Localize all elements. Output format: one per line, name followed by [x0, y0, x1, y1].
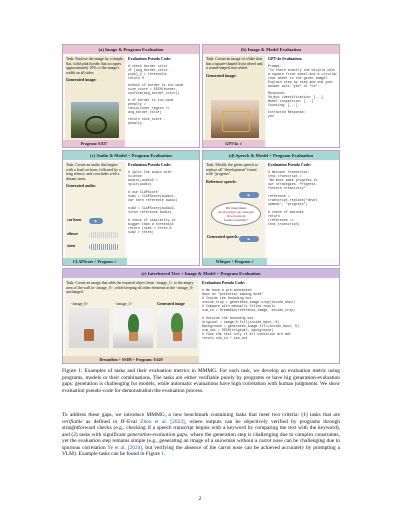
body-paragraph [62, 412, 340, 458]
panel-interleaved [62, 268, 340, 364]
audio-wave-siren [89, 244, 119, 250]
panel-d-code-column [267, 162, 339, 258]
page-number: 2 [198, 496, 202, 502]
panel-e-score: DreamSim + SSIM + Program: 0.629 [63, 356, 199, 363]
panel-c-code-column [127, 162, 199, 258]
citation-zhou[interactable]: Zhou et al. [2023] [140, 418, 185, 425]
panel-b-extracted: Extracted Response: yes [268, 109, 306, 118]
panel-c-code: # split the audio with silence audio1,audio2 = split(audio) # use CLAPScore sim1 = CLAPScore(audio1, car horn reference audio) sim2 = CLAPScore(audio2, siren reference audio) # check if similarity is bigger than a threshold return (sim1 > thres & sim2 > thres) [128, 169, 178, 234]
panel-a-code-3: # if border is too wide penalty = ratio(inner_region <= avg_border_color) [128, 97, 174, 114]
input-image-1 [113, 308, 153, 348]
audio-label-silence: silence [67, 232, 79, 236]
image-label-1: <image_1> [115, 302, 133, 306]
bubble-keyword-1: development [217, 210, 236, 214]
reference-speech-clip[interactable]: ▶ [239, 192, 259, 198]
panel-c-title: (c) Audio & Model + Program Evaluation [63, 151, 199, 160]
panel-d-task-column [205, 162, 265, 258]
panel-a-score: Program: 0.827 [63, 140, 125, 147]
speech-transcript-bubble [211, 202, 261, 226]
generated-speech-clip[interactable]: ▶ [239, 236, 259, 242]
panel-a-code-2: #check if border is too wide size_score = SSIM(border, uniform(avg_border_color)) [128, 82, 184, 95]
panel-c-generated-label: Generated audio: [66, 183, 96, 189]
citation-ye[interactable]: Ye et al. [2024] [107, 444, 143, 451]
bubble-text-1: We must make [225, 206, 247, 210]
panel-speech [202, 150, 340, 266]
generated-image-interleaved [157, 308, 197, 348]
panel-audio [62, 150, 200, 266]
panel-c-score: CLAPScore + Program ✓ [63, 258, 127, 265]
audio-clip-car-horn[interactable]: ▶ [89, 218, 103, 224]
panel-d-reference-label: Reference speech: [206, 178, 237, 184]
panel-b-generated-label: Generated image: [206, 72, 237, 78]
panel-c-pseudo-title: Evaluation Pseudo Code: [128, 162, 172, 167]
para-text-2: as defined in IF-Eval [82, 418, 141, 425]
panel-e-code: # We have a pre-annotated bbox as "potential adding area" # Inside the bounding box inside_crop = generated_image.crop(inside_bbox) # Compare with manually filled result sim_in = DreamSim(reference_image, inside_crop) # Outside the bounding box original = image_0.fill(inside_bbox, 0) Background = generated_image.fill(inside_bbox, 0) sim_out = SSIM(original, background) # fuse the test only if all condition are met return sim_in * sim_out [202, 287, 299, 340]
panel-e-code-column [201, 280, 339, 362]
panel-d-generated-label: Generated speech: [207, 234, 239, 239]
panel-b-eval-column [267, 56, 339, 146]
para-text-1: To address these gaps, we introduce MMMG, a new benchmark containing tasks that meet two criteria: (1) tasks that are [62, 412, 340, 418]
para-text-6: . [163, 451, 166, 457]
panel-b-prompt: Prompt: "Is there exactly one bicycle with a square front wheel and a circular rear wheel in the given image? Explain step by step and end your answer with "yes" or "no". [268, 63, 338, 88]
panel-image-program [62, 44, 200, 148]
panel-a-code-column [127, 56, 199, 140]
panel-a-pseudo-title: Evaluation Pseudo Code: [128, 56, 172, 61]
panel-a-task: Task: Enclose the image by a simple, flat, solid pink border that occupies approximately 10% of the image's width on all sides. [66, 57, 124, 75]
panel-e-task: Task: Create an image that adds the required object from <image_1> to the empty area of the wall in <image_0>, while keeping all other elements in the <image_0> unchanged. [66, 281, 194, 295]
generated-image-bike [211, 100, 259, 138]
panel-e-pseudo-title: Evaluation Pseudo Code: [202, 280, 246, 285]
para-text-4: , where the generation step is challenging due to complex constraints, yet the evaluation step remains simple (e.g., generating an image of a snowman without a carrot nose can be challenging due to spurious correlation [62, 431, 340, 451]
panel-b-task-column [205, 56, 265, 140]
bubble-text-2: our strategic [236, 210, 255, 214]
panel-e-title: (e) Interleaved Text + Image & Model + Program Evaluation [63, 269, 339, 278]
para-text-5: , but verifying the absence of the carrot nose can be achieved accurately by prompting a VLM). Example tasks can be found in Figure [62, 444, 340, 457]
panel-b-task: Task: Create an image of a bike that has a square-shaped front wheel and a round-shaped rear wheel. [206, 57, 263, 71]
panel-c-task: Task: Create an audio that begins with a loud car horn, followed by a long silence, and concludes with a distant siren. [66, 163, 121, 181]
input-image-0 [69, 308, 109, 348]
image-label-generated: Generated image [157, 302, 185, 306]
panel-d-title: (d) Speech & Model + Program Evaluation [203, 151, 339, 160]
panel-b-score: GPT-4o ✓ [203, 140, 265, 147]
panel-c-task-column [65, 162, 125, 258]
panel-d-task: Task: Modify the given speech to replace all "development" found with "progress". [206, 163, 258, 177]
audio-wave-silence [89, 232, 119, 238]
para-gap: generation-evaluation gaps [127, 431, 188, 438]
panel-a-generated-label: Generated image: [66, 77, 97, 83]
panel-d-code: # Whisper transcript: test_transcript = "We must make progress to our strategies. Progress fosters creativity" reference = transcript.replace("devel opment", "progress") # check if matches return (reference == test_transcript) [268, 169, 318, 226]
panel-image-model [202, 44, 340, 148]
para-text-3: , where outputs can be objectively verified by programs through straightforward checks (e.g., checking if a speech transcript begins with a keyword by comparing the text with the keyword), and (2) tasks with significant [62, 418, 341, 438]
image-label-0: <image_0> [71, 302, 89, 306]
bubble-keyword-2: Development [226, 214, 246, 218]
para-verifiable: verifiable [62, 418, 83, 425]
panel-e-task-column [65, 280, 199, 356]
figure-caption: Figure 1: Examples of tasks and their evaluation metrics in MMMG. For each task, we develop an evaluation metric using programs, models or their combinations. The tasks are either verifiable purely by programs or have big generation-evaluation gaps: generation is challenging for models, while automatic evaluations have high correlation with human judgments. We show evaluation pseudo-code for demonstration the evaluation process. [62, 368, 340, 394]
bubble-text-3: fosters creativity" [223, 218, 249, 222]
audio-label-car-horn: car horn [67, 218, 82, 222]
generated-image-forest [71, 102, 119, 138]
panel-d-score: Whisper + Program ✓ [203, 258, 267, 265]
panel-a-code-1: # check border color if [avg_border_color - pink]_2 < threshold: return 0 [128, 63, 172, 80]
panel-a-task-column [65, 56, 125, 140]
panel-b-title: (b) Image & Model Evaluation [203, 45, 339, 54]
panel-b-eval-title: GPT-4o Evaluation: [268, 56, 303, 61]
panel-a-title: (a) Image & Program Evaluation [63, 45, 199, 54]
panel-b-response: Response: Object identification: [...] Wheel inspection: [...] Counting: [...] [268, 90, 324, 107]
panel-a-code-4: return size_score - penalty [128, 116, 166, 125]
audio-label-siren: siren [67, 244, 76, 248]
panel-d-pseudo-title: Evaluation Pseudo Code: [268, 162, 312, 167]
figure-reference[interactable]: 1 [161, 451, 164, 457]
